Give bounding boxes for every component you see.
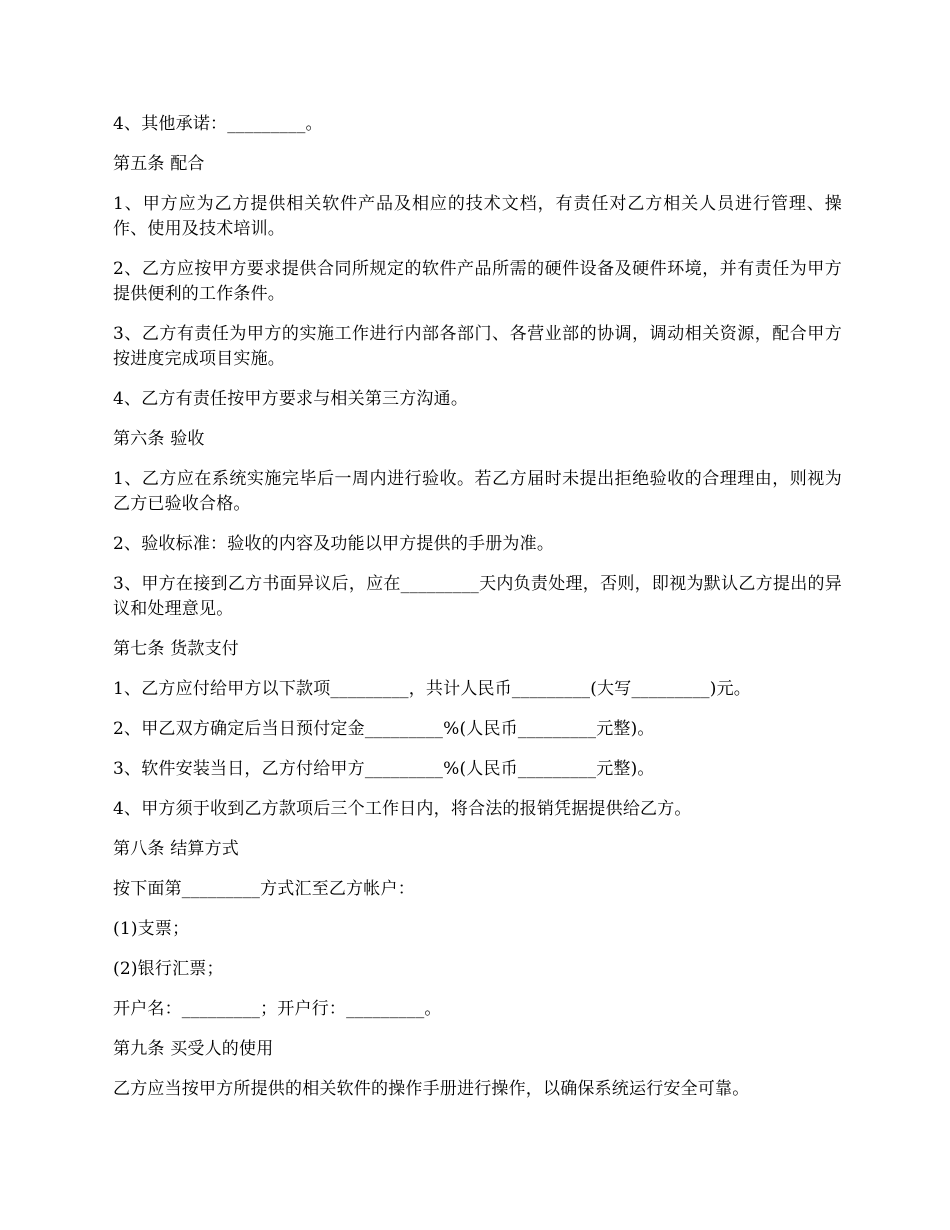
article-8-heading: 第八条 结算方式 — [113, 839, 240, 859]
article-5-heading: 第五条 配合 — [113, 154, 205, 174]
article-5-item-3: 3、乙方有责任为甲方的实施工作进行内部各部门、各营业部的协调，调动相关资源，配合甲方按进度完成项目实施。 — [113, 324, 842, 369]
article-8-method: 按下面第_________方式汇至乙方帐户： — [113, 879, 415, 899]
article-5-item-1: 1、甲方应为乙方提供相关软件产品及相应的技术文档，有责任对乙方相关人员进行管理、操作、使用及技术培训。 — [113, 194, 842, 239]
article-5-item-2: 2、乙方应按甲方要求提供合同所规定的软件产品所需的硬件设备及硬件环境，并有责任为甲方提供便利的工作条件。 — [113, 259, 842, 304]
article-7-item-3: 3、软件安装当日，乙方付给甲方_________%(人民币_________元整)。 — [113, 759, 655, 779]
article-9-heading: 第九条 买受人的使用 — [113, 1039, 274, 1059]
clause-4-other-commitments: 4、其他承诺：_________。 — [113, 114, 323, 134]
article-7-item-2: 2、甲乙双方确定后当日预付定金_________%(人民币_________元整)。 — [113, 719, 655, 739]
article-6-item-3: 3、甲方在接到乙方书面异议后，应在_________天内负责处理，否则，即视为默认乙方提出的异议和处理意见。 — [113, 574, 842, 619]
article-6-heading: 第六条 验收 — [113, 429, 205, 449]
article-7-heading: 第七条 货款支付 — [113, 639, 240, 659]
article-9-body: 乙方应当按甲方所提供的相关软件的操作手册进行操作，以确保系统运行安全可靠。 — [113, 1079, 750, 1099]
article-6-item-2: 2、验收标准：验收的内容及功能以甲方提供的手册为准。 — [113, 534, 555, 554]
article-5-item-4: 4、乙方有责任按甲方要求与相关第三方沟通。 — [113, 389, 469, 409]
article-7-item-1: 1、乙方应付给甲方以下款项_________，共计人民币_________(大写_________)元。 — [113, 679, 751, 699]
article-8-option-1: (1)支票； — [113, 919, 190, 939]
article-8-option-2: (2)银行汇票； — [113, 959, 224, 979]
article-7-item-4: 4、甲方须于收到乙方款项后三个工作日内，将合法的报销凭据提供给乙方。 — [113, 799, 692, 819]
article-6-item-1: 1、乙方应在系统实施完毕后一周内进行验收。若乙方届时未提出拒绝验收的合理理由，则视为乙方已验收合格。 — [113, 469, 842, 514]
article-8-account-info: 开户名：_________；开户行：_________。 — [113, 999, 442, 1019]
